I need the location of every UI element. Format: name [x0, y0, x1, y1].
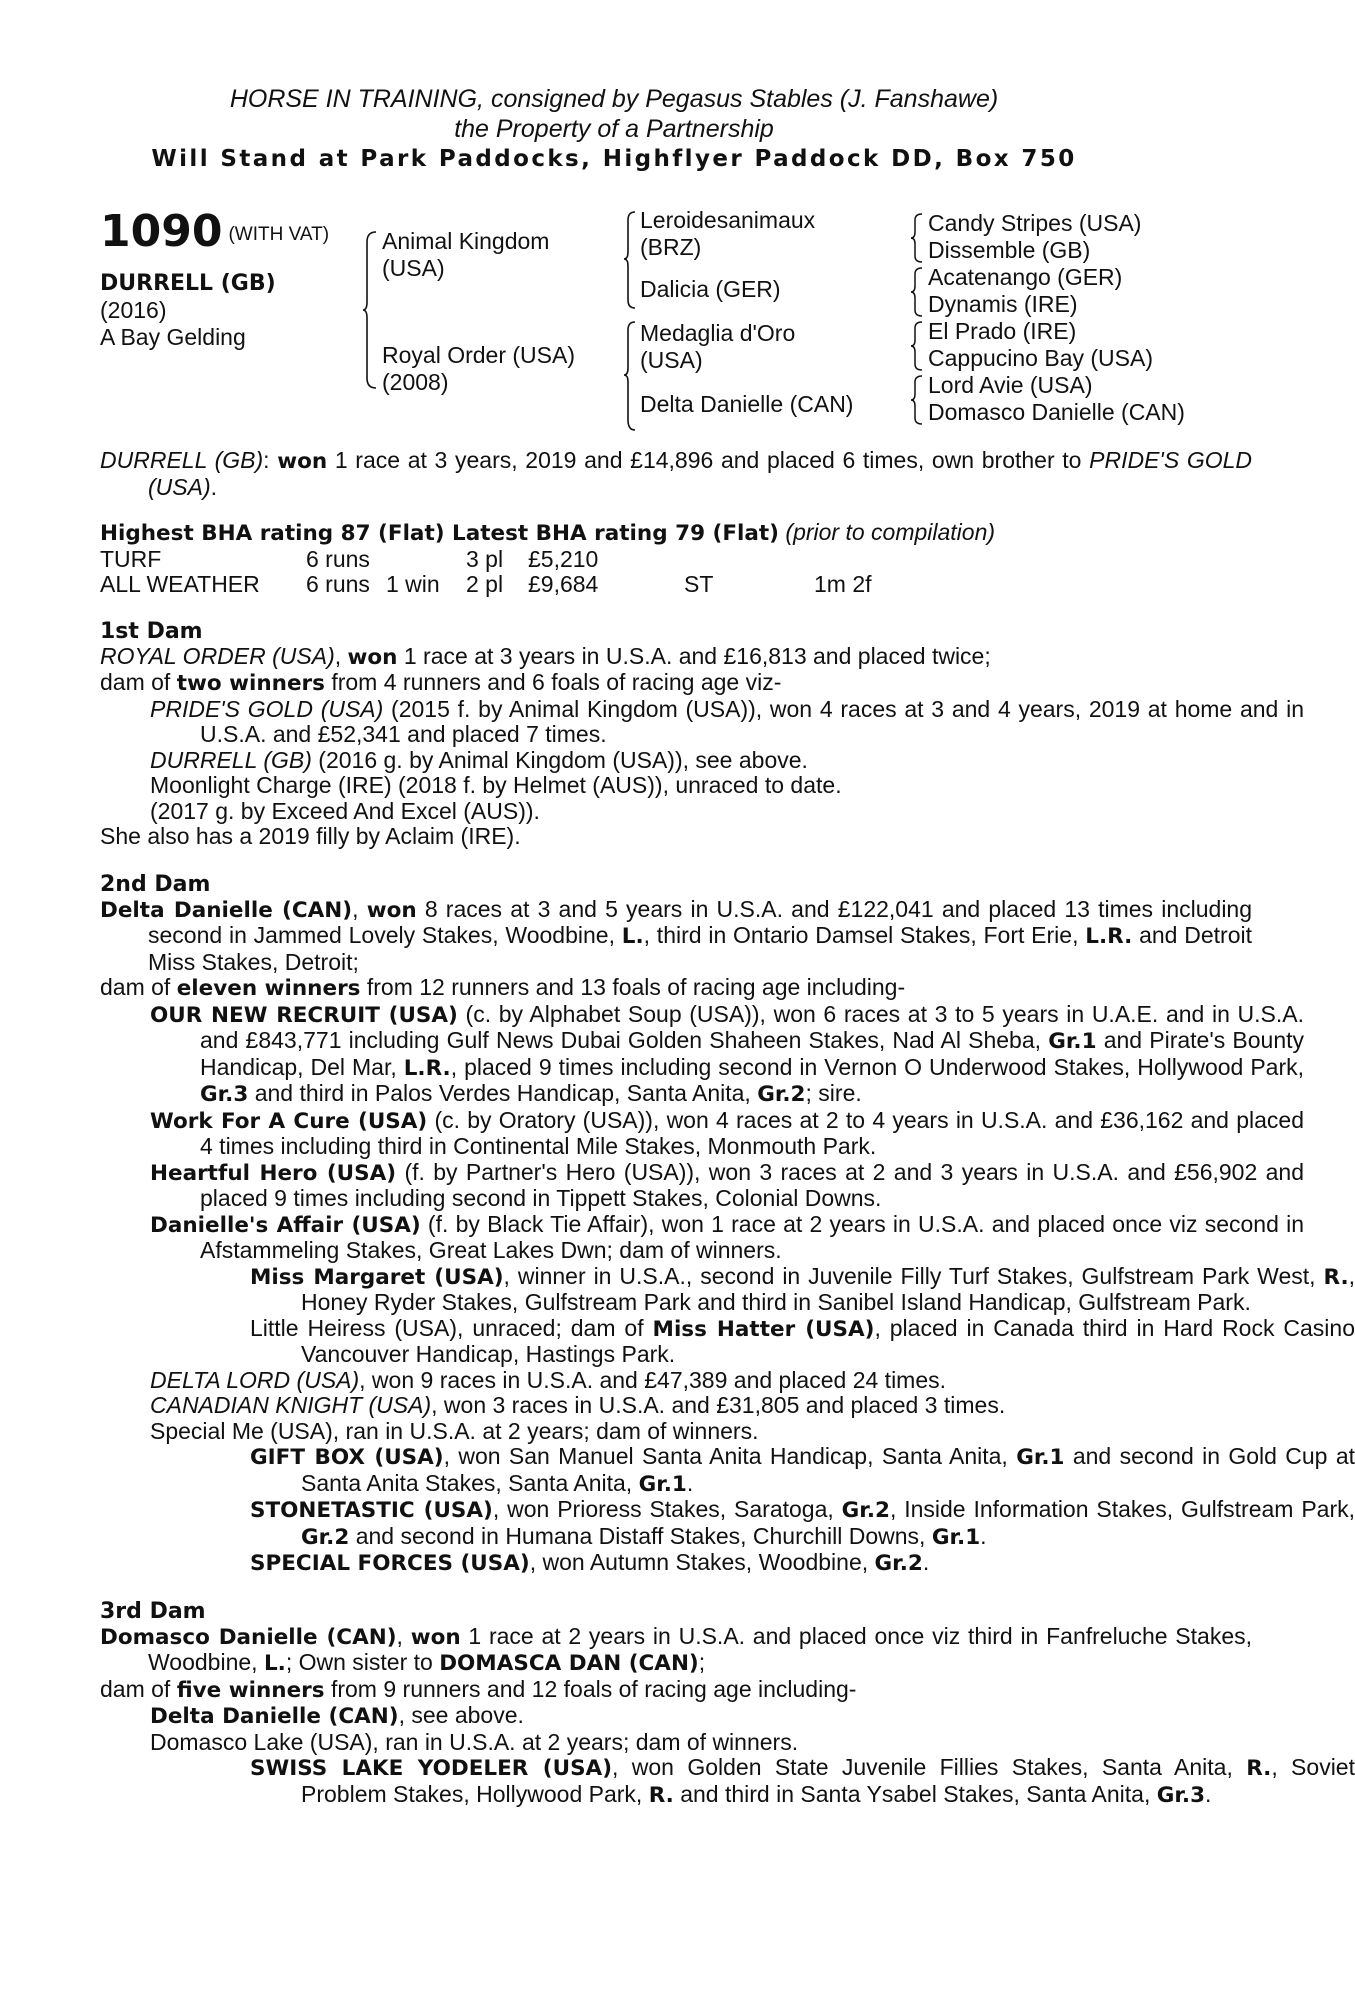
third-dam-heading: 3rd Dam: [100, 1598, 206, 1624]
won: won: [410, 1624, 461, 1650]
produce-item: [100, 1160, 1304, 1212]
produce-name: Heartful Hero (USA): [150, 1160, 397, 1186]
text: and second in Gold Cup at Santa Anita Stakes, Santa Anita,: [301, 1443, 1355, 1496]
produce-name: CANADIAN KNIGHT (USA): [150, 1392, 432, 1418]
horse-name: DURRELL (GB): [100, 271, 276, 296]
text: and third in Santa Ysabel Stakes, Santa Anita,: [673, 1780, 1157, 1807]
produce-item: [100, 748, 1200, 774]
text: and Pirate's Bounty Handicap, Del Mar,: [200, 1027, 1305, 1080]
produce-name: GIFT BOX (USA): [250, 1445, 444, 1470]
horse-year: (2016): [100, 297, 167, 323]
produce-item: Moonlight Charge (IRE) (2018 f. by Helmet (AUS)), unraced to date.: [150, 772, 842, 798]
grade: R.: [1246, 1756, 1272, 1781]
text: , won Prioress Stakes, Saratoga,: [492, 1496, 842, 1522]
first-dam-line: ROYAL ORDER (USA), won 1 race at 3 years in U.S.A. and £16,813 and placed twice;: [100, 642, 991, 670]
cell: 6 runs: [306, 545, 370, 572]
third-dam-produce-intro: [100, 1677, 1200, 1704]
text: ;: [698, 1649, 706, 1675]
g3-8: Domasco Danielle (CAN): [928, 399, 1185, 425]
text: dam of: [100, 974, 177, 1000]
dam-name: Royal Order (USA): [382, 342, 575, 368]
horse-description: A Bay Gelding: [100, 324, 246, 350]
dam-sire-name: Medaglia d'Oro: [640, 320, 796, 346]
grand-produce-item: [150, 1550, 1200, 1577]
summary-end: .: [210, 473, 218, 500]
grade: Gr.1: [931, 1524, 981, 1550]
grade: Gr.2: [841, 1498, 890, 1523]
cell: [386, 547, 466, 572]
produce-name: SWISS LAKE YODELER (USA): [250, 1756, 613, 1781]
produce-item: [100, 1368, 1200, 1394]
text: .: [980, 1522, 987, 1549]
produce-name: OUR NEW RECRUIT (USA): [150, 1002, 458, 1028]
record-row-aw: [100, 572, 872, 597]
produce-name: PRIDE'S GOLD (USA): [150, 695, 384, 722]
second-dam-produce-intro: [100, 975, 1200, 1002]
first-dam-heading: 1st Dam: [100, 618, 203, 644]
cell: ST: [684, 570, 714, 597]
grade: Gr.3: [1156, 1782, 1206, 1808]
third-generation-d: [928, 372, 1185, 426]
g3-3: Acatenango (GER): [928, 264, 1123, 290]
grade: Gr.1: [1048, 1029, 1097, 1054]
cell: 2 pl: [466, 570, 504, 597]
brace-sd: [910, 266, 924, 318]
produce-item: [100, 697, 1304, 748]
grade: Gr.1: [1016, 1445, 1065, 1470]
cell: ALL WEATHER: [100, 570, 260, 597]
sire-sire: [640, 207, 815, 261]
record-row-turf: [100, 547, 872, 572]
sire-dam: Dalicia (GER): [640, 276, 781, 302]
grand-produce-item: [150, 1264, 1355, 1316]
text: .: [922, 1549, 930, 1575]
sire-cell: [382, 228, 549, 282]
produce-name: Danielle's Affair (USA): [150, 1212, 421, 1238]
text: ; sire.: [805, 1080, 862, 1106]
g3-2: Dissemble (GB): [928, 237, 1091, 263]
pedigree-brace: [362, 230, 378, 390]
text: , Inside Information Stakes, Gulfstream Park,: [889, 1496, 1355, 1522]
produce-item: [100, 1212, 1304, 1264]
lot-info: [100, 208, 329, 351]
text: , won 3 races in U.S.A. and £31,805 and placed 3 times.: [431, 1392, 1006, 1418]
vat-note: (WITH VAT): [228, 224, 330, 245]
text: .: [686, 1469, 694, 1496]
text: dam of: [100, 1675, 177, 1702]
text: (f. by Black Tie Affair), won 1 race at 2 years in U.S.A. and placed once viz second in Afstammeling Stakes, Great Lakes Dwn; dam of winners.: [200, 1210, 1305, 1263]
text: 1 race at 3 years in U.S.A. and £16,813 and placed twice;: [397, 642, 991, 669]
text: (f. by Partner's Hero (USA)), won 3 races at 2 and 3 years in U.S.A. and £56,902 and placed 9 times including second in Tippett Stakes, Colonial Downs.: [200, 1158, 1304, 1211]
g3-7: Lord Avie (USA): [928, 372, 1093, 398]
sire-brace: [623, 210, 637, 310]
produce-item: [100, 1703, 1200, 1730]
produce-note: She also has a 2019 filly by Aclaim (IRE).: [100, 823, 521, 849]
text: (2015 f. by Animal Kingdom (USA)), won 4 races at 3 and 4 years, 2019 at home and in U.S.A. and £52,341 and placed 7 times.: [200, 695, 1304, 747]
second-dam-heading: 2nd Dam: [100, 871, 211, 897]
third-generation: [928, 210, 1141, 264]
dam-dam: Delta Danielle (CAN): [640, 391, 854, 417]
race-record-table: [100, 547, 872, 597]
text: and second in Humana Distaff Stakes, Churchill Downs,: [349, 1522, 932, 1549]
dam-year: (2008): [382, 369, 449, 395]
text: from 9 runners and 12 foals of racing age including-: [324, 1675, 857, 1702]
cell: [814, 547, 872, 572]
text: (2016 g. by Animal Kingdom (USA)), see above.: [311, 746, 808, 773]
text: , winner in U.S.A., second in Juvenile Filly Turf Stakes, Gulfstream Park West,: [503, 1262, 1324, 1289]
consignor-line: HORSE IN TRAINING, consigned by Pegasus Stables (J. Fanshawe): [229, 85, 999, 113]
cell: 1m 2f: [814, 570, 872, 597]
text: , won Autumn Stakes, Woodbine,: [529, 1549, 875, 1575]
grade: L.: [621, 924, 644, 949]
text: , won 9 races in U.S.A. and £47,389 and placed 24 times.: [359, 1366, 947, 1393]
text: from 12 runners and 13 foals of racing age including-: [360, 974, 906, 1000]
third-generation-c: [928, 318, 1153, 372]
produce-name: DURRELL (GB): [150, 746, 312, 773]
cell: £5,210: [528, 545, 599, 572]
cell: £9,684: [528, 570, 599, 597]
catalogue-page: [100, 84, 1355, 1808]
produce-item: [100, 1002, 1304, 1108]
sire-country: (USA): [382, 255, 445, 281]
dam-name: Domasco Danielle (CAN): [100, 1624, 397, 1650]
third-dam-line: Domasco Danielle (CAN), won 1 race at 2 years in U.S.A. and placed once viz third in Fanfreluche Stakes, Woodbine, L.; Own sister to DOMASCA DAN (CAN);: [100, 1622, 1253, 1676]
produce-name: STONETASTIC (USA): [250, 1498, 493, 1523]
produce-name: Miss Margaret (USA): [250, 1264, 504, 1290]
text: (c. by Alphabet Soup (USA)), won 6 races at 3 to 5 years in U.A.E. and in U.S.A. and £843,771 including Gulf News Dubai Golden Shaheen Stakes, Nad Al Sheba,: [200, 1000, 1304, 1053]
grade: Gr.1: [638, 1471, 687, 1497]
winners-count: eleven winners: [176, 976, 361, 1001]
summary-brother: PRIDE'S GOLD (USA): [148, 447, 1253, 500]
produce-name: DELTA LORD (USA): [150, 1366, 360, 1393]
dam-cell: [382, 342, 575, 396]
g3-1: Candy Stripes (USA): [928, 210, 1142, 236]
winners-count: five winners: [176, 1677, 325, 1703]
text: 8 races at 3 and 5 years in U.S.A. and £122,041 and placed 13 times including second in Jammed Lovely Stakes, Woodbine,: [148, 895, 1253, 948]
rating-note: (prior to compilation): [785, 519, 996, 545]
produce-name: Work For A Cure (USA): [150, 1108, 428, 1134]
text: and third in Palos Verdes Handicap, Santa Anita,: [248, 1080, 758, 1106]
cell: 3 pl: [466, 545, 504, 572]
property-line: the Property of a Partnership: [454, 115, 774, 143]
produce-item: (2017 g. by Exceed And Excel (AUS)).: [150, 797, 540, 824]
brace-ds: [910, 320, 924, 372]
text: dam of: [100, 669, 177, 695]
grade: Gr.3: [200, 1082, 249, 1107]
text: .: [1205, 1780, 1212, 1807]
text: from 4 runners and 6 foals of racing age viz-: [324, 669, 782, 695]
text: ; Own sister to: [285, 1649, 440, 1675]
produce-name: Miss Hatter (USA): [652, 1316, 875, 1342]
produce-name: Delta Danielle (CAN): [150, 1704, 399, 1729]
dam-brace: [623, 320, 637, 432]
stand-location: Will Stand at Park Paddocks, Highflyer Paddock DD, Box 750: [151, 146, 1077, 172]
cell: 1 win: [386, 570, 440, 597]
won: won: [366, 897, 417, 923]
produce-item: [100, 1108, 1304, 1160]
grand-produce-item: [150, 1755, 1355, 1808]
sire-sire-country: (BRZ): [640, 234, 702, 260]
third-generation-b: [928, 264, 1122, 318]
cell: 6 runs: [306, 570, 370, 597]
text: Little Heiress (USA), unraced; dam of: [250, 1314, 653, 1341]
grade: Gr.2: [301, 1524, 350, 1550]
g3-5: El Prado (IRE): [928, 318, 1077, 344]
dam-name: Delta Danielle (CAN): [100, 897, 353, 923]
lot-number: 1090: [100, 206, 223, 257]
rating-line: [100, 520, 1200, 547]
grand-produce-item: [150, 1497, 1355, 1550]
text: , placed 9 times including second in Vernon O Underwood Stakes, Hollywood Park,: [450, 1053, 1304, 1080]
dam-sire: [640, 320, 795, 374]
produce-item: Domasco Lake (USA), ran in U.S.A. at 2 years; dam of winners.: [150, 1728, 799, 1755]
grade: L.R.: [403, 1055, 451, 1081]
text: , won San Manuel Santa Anita Handicap, Santa Anita,: [443, 1443, 1017, 1469]
text: , Soviet Problem Stakes, Hollywood Park,: [301, 1754, 1355, 1807]
text: 1 race at 2 years in U.S.A. and placed once viz third in Fanfreluche Stakes, Woodbine,: [148, 1622, 1253, 1675]
text: , see above.: [398, 1702, 524, 1728]
pedigree-section: [100, 208, 1200, 448]
cell: [684, 547, 814, 572]
summary-name: DURRELL (GB): [100, 447, 264, 473]
grade: Gr.2: [757, 1082, 806, 1107]
grade: R.: [1323, 1264, 1349, 1290]
text: , Honey Ryder Stakes, Gulfstream Park and third in Sanibel Island Handicap, Gulfstream Park.: [301, 1262, 1355, 1315]
summary-paragraph: [100, 448, 1252, 500]
grade: L.R.: [1085, 924, 1133, 949]
cell: TURF: [100, 545, 162, 572]
brace-ss: [910, 212, 924, 264]
summary-colon: :: [263, 447, 270, 473]
text: and Detroit Miss Stakes, Detroit;: [148, 922, 1252, 975]
summary-won: won: [277, 449, 328, 474]
text: , third in Ontario Damsel Stakes, Fort Erie,: [643, 922, 1086, 948]
grade: Gr.2: [874, 1551, 923, 1576]
brace-dd: [910, 374, 924, 426]
produce-item: [100, 1393, 1200, 1419]
first-dam-produce-intro: [100, 670, 1200, 697]
winners-count: two winners: [176, 671, 325, 696]
text: , won Golden State Juvenile Fillies Stakes, Santa Anita,: [612, 1754, 1247, 1780]
summary-text: 1 race at 3 years, 2019 and £14,896 and placed 6 times, own brother to: [327, 447, 1090, 473]
second-dam-line: Delta Danielle (CAN), won 8 races at 3 and 5 years in U.S.A. and £122,041 and placed 13 times including second in Jammed Lovely Stakes, Woodbine, L., third in Ontario Damsel Stakes, Fort Erie, L.R. and Detroit Miss Stakes, Detroit;: [100, 895, 1253, 975]
dam-name: ROYAL ORDER (USA): [100, 642, 335, 669]
sister-name: DOMASCA DAN (CAN): [439, 1651, 699, 1676]
grade: R.: [648, 1782, 674, 1808]
dam-sire-country: (USA): [640, 347, 703, 373]
sire-sire-name: Leroidesanimaux: [640, 207, 816, 233]
rating-bold: Highest BHA rating 87 (Flat) Latest BHA rating 79 (Flat): [100, 521, 780, 546]
text: (c. by Oratory (USA)), won 4 races at 2 to 4 years in U.S.A. and £36,162 and placed 4 times including third in Continental Mile Stakes, Monmouth Park.: [200, 1106, 1304, 1159]
grand-produce-item: [150, 1316, 1355, 1368]
sire-name: Animal Kingdom: [382, 228, 550, 254]
won: won: [347, 644, 398, 670]
produce-item: Special Me (USA), ran in U.S.A. at 2 years; dam of winners.: [150, 1417, 759, 1444]
g3-4: Dynamis (IRE): [928, 291, 1078, 317]
g3-6: Cappucino Bay (USA): [928, 345, 1153, 371]
produce-name: SPECIAL FORCES (USA): [250, 1551, 530, 1576]
grand-produce-item: [150, 1444, 1355, 1497]
grade: L.: [263, 1651, 286, 1676]
text: , placed in Canada third in Hard Rock Casino Vancouver Handicap, Hastings Park.: [301, 1314, 1355, 1367]
